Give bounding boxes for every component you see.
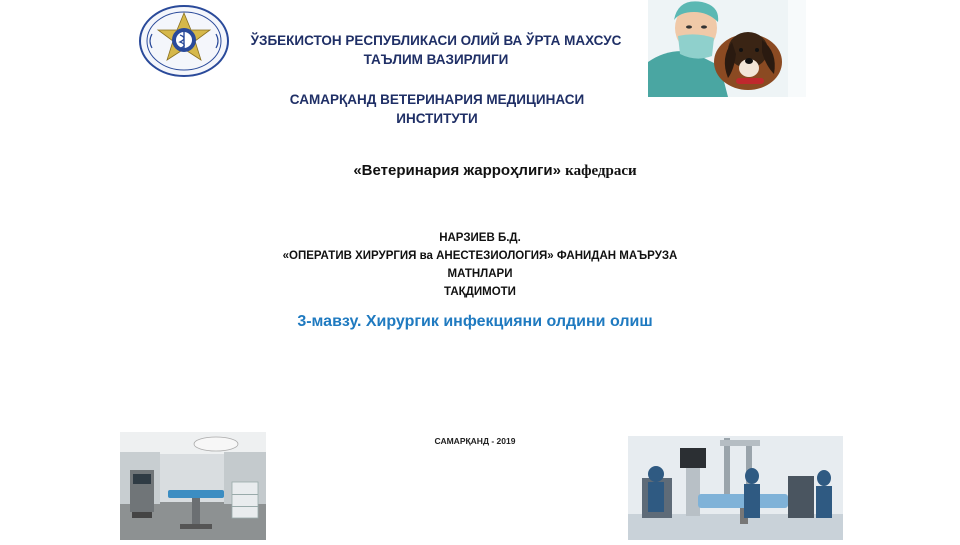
department-suffix: кафедраси: [565, 163, 637, 179]
author-course-block: [230, 229, 730, 301]
course-title-line-4: ТАҚДИМОТИ: [444, 286, 516, 298]
department-name: «Ветеринария жарроҳлиги»: [353, 162, 561, 179]
robotic-surgery-photo: [628, 436, 843, 540]
institute-line-1: САМАРҚАНД ВЕТЕРИНАРИЯ МЕДИЦИНАСИ: [289, 92, 585, 107]
city-year: САМАРҚАНД - 2019: [434, 436, 516, 446]
ministry-line-2: ТАЪЛИМ ВАЗИРЛИГИ: [363, 52, 509, 67]
veterinarian-with-dog-photo: [648, 0, 806, 97]
course-title: «ОПЕРАТИВ ХИРУРГИЯ ва АНЕСТЕЗИОЛОГИЯ» ФАНИДАН МАЪРУЗА: [282, 250, 678, 262]
institute-line-2: ИНСТИТУТИ: [396, 111, 478, 126]
department-title: [290, 162, 700, 180]
ministry-line-1: ЎЗБЕКИСТОН РЕСПУБЛИКАСИ ОЛИЙ ВА ЎРТА МАХСУС: [250, 33, 622, 48]
institute-emblem-logo: [138, 4, 230, 78]
lecture-topic: 3-мавзу. Хирургик инфекцияни олдини олиш: [297, 313, 653, 330]
course-title-line-3: МАТНЛАРИ: [447, 268, 513, 280]
operating-room-photo: [120, 432, 266, 540]
institute-heading: [250, 90, 624, 128]
ministry-heading: [230, 31, 642, 69]
author-name: НАРЗИЕВ Б.Д.: [439, 232, 521, 244]
